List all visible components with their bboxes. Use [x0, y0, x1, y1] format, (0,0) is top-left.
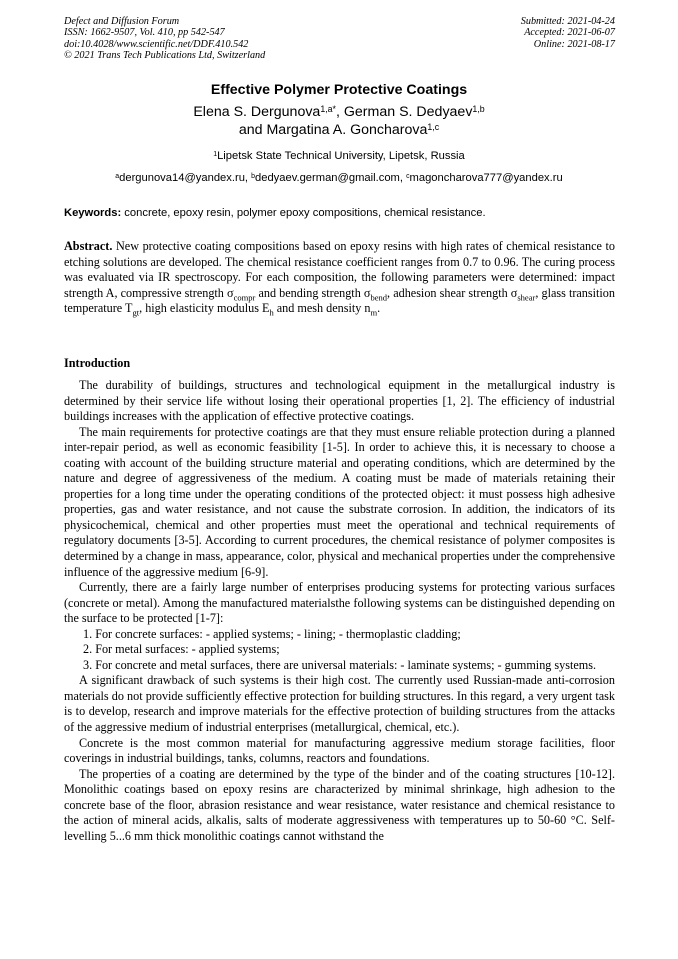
subscript: bend	[370, 292, 388, 303]
online-date: Online: 2021-08-17	[533, 38, 615, 50]
abstract-label: Abstract.	[64, 239, 113, 253]
author-line-2	[0, 122, 678, 140]
author-separator: ,	[335, 104, 344, 120]
accepted-date: Accepted: 2021-06-07	[524, 27, 615, 39]
affiliation	[0, 149, 678, 163]
section-heading: Introduction	[64, 356, 131, 370]
keywords	[64, 206, 616, 220]
abstract-text: , glass transition temperature T	[64, 285, 615, 316]
keywords-text: concrete, epoxy resin, polymer epoxy compositions, chemical resistance.	[121, 207, 486, 219]
author-name: Elena S. Dergunova	[193, 104, 321, 120]
author-name: Margatina A. Goncharova	[266, 121, 428, 138]
paragraph: The main requirements for protective coatings are that they must ensure reliable protection during a planned inter-repair period, as well as economic feasibility [1-5]. In order to achieve this, it is necessary to choose a coating with account of the building structure material and operating conditions, which are determined by the nature and degree of aggressiveness of the medium. A coating must be made of materials retaining their properties for a long time under the operating conditions of the protected object: it must possess high adhesive properties, gas and water resistance, and not cause the substrate corrosion. In addition, the indicators of its physicochemical, chemical and other properties must meet the operational and technical requirements of regulatory documents [3-5]. According to current procedures, the chemical resistance of polymer composites is determined by a change in mass, appearance, color, physical and mechanical properties under the comprehensive influence of the aggressive medium [6-9].	[64, 424, 615, 579]
abstract-text: , adhesion shear strength σ	[387, 285, 518, 300]
affiliation-marker: 1	[213, 150, 218, 158]
abstract-text: New protective coating compositions based on epoxy resins with high rates of chemical resistance to etching solutions are developed. The chemical resistance coefficient ranges from 0.7 to 0.96. The curing process was evaluated via IR spectroscopy. For each composition, the following parameters were determined: impact strength A, compressive strength σ	[64, 239, 615, 300]
email-marker: b	[251, 172, 256, 180]
author-marker: 1,c	[427, 121, 440, 132]
paragraph: The properties of a coating are determined by the type of the binder and of the coating structures [10-12]. Monolithic coatings based on epoxy resins are characterized by minimal shrinkage, high adhesion to the concrete base of the floor, abrasion resistance and wear resistance, water resistance and chemical resistance to the action of mineral acids, alkalis, salts of moderate aggressiveness with temperatures up to 50-60 °C. Self-levelling 5...6 mm thick monolithic coatings cannot withstand the	[64, 766, 615, 843]
journal-copyright: © 2021 Trans Tech Publications Ltd, Switzerland	[64, 50, 266, 62]
submitted-date: Submitted: 2021-04-24	[520, 16, 615, 27]
email-link[interactable]: dedyaev.german@gmail.com,	[255, 172, 407, 184]
list-item: 1. For concrete surfaces: - applied systems; - lining; - thermoplastic cladding;	[83, 626, 461, 641]
subscript: compr	[233, 292, 256, 303]
subscript: shear	[517, 292, 536, 303]
author-conjunction: and	[238, 121, 267, 138]
list-item: 3. For concrete and metal surfaces, there are universal materials: - laminate systems; - gumming systems.	[83, 657, 597, 672]
introduction-body	[64, 378, 615, 844]
author-emails	[0, 171, 678, 185]
abstract-text: and mesh density n	[273, 301, 371, 316]
author-line-1	[0, 104, 678, 122]
email-link[interactable]: magoncharova777@yandex.ru	[409, 172, 563, 184]
email-marker: c	[406, 172, 410, 180]
submission-dates	[521, 16, 615, 50]
email-marker: a	[115, 172, 120, 180]
author-list	[0, 104, 678, 139]
subscript: gt	[132, 307, 140, 318]
paper-title: Effective Polymer Protective Coatings	[210, 82, 468, 98]
affiliation-text: Lipetsk State Technical University, Lipetsk, Russia	[217, 150, 465, 162]
paragraph: Currently, there are a fairly large number of enterprises producing systems for protecting various surfaces (concrete or metal). Among the manufactured materialsthe following systems can be distinguished depending on the surface to be protected [1-7]:	[64, 580, 615, 626]
abstract-text: and bending strength σ	[255, 285, 371, 300]
paragraph: The durability of buildings, structures and technological equipment in the metallurgical industry is determined by their service life without losing their operational properties [1, 2]. The efficiency of industrial buildings increases with the application of effective protective coatings.	[64, 378, 615, 424]
paragraph: A significant drawback of such systems is their high cost. The currently used Russian-made anti-corrosion materials do not provide sufficiently effective protection for building structures. In this regard, a very urgent task is to develop, research and improve materials for the effective protection of building structures from the attacks of the aggressive medium of industrial enterprises (metallurgical, chemical, etc.).	[64, 673, 615, 735]
abstract	[64, 239, 615, 317]
journal-issn: ISSN: 1662-9507, Vol. 410, pp 542-547	[64, 27, 225, 39]
journal-info	[64, 16, 265, 62]
paragraph: Concrete is the most common material for manufacturing aggressive medium storage facilities, floor coverings in industrial buildings, tanks, columns, reactors and foundations.	[64, 735, 615, 766]
author-name: German S. Dedyaev	[343, 104, 473, 120]
journal-doi: doi:10.4028/www.scientific.net/DDF.410.542	[64, 38, 249, 50]
subscript: m	[370, 307, 378, 318]
abstract-text: .	[377, 301, 381, 316]
subscript: h	[269, 307, 274, 318]
author-marker: 1,a*	[320, 104, 336, 115]
email-link[interactable]: dergunova14@yandex.ru,	[119, 172, 252, 184]
abstract-text: , high elasticity modulus E	[139, 301, 270, 316]
list-item: 2. For metal surfaces: - applied systems;	[83, 642, 280, 657]
keywords-label: Keywords:	[64, 207, 122, 219]
journal-name: Defect and Diffusion Forum	[64, 16, 180, 27]
author-marker: 1,b	[472, 104, 485, 115]
